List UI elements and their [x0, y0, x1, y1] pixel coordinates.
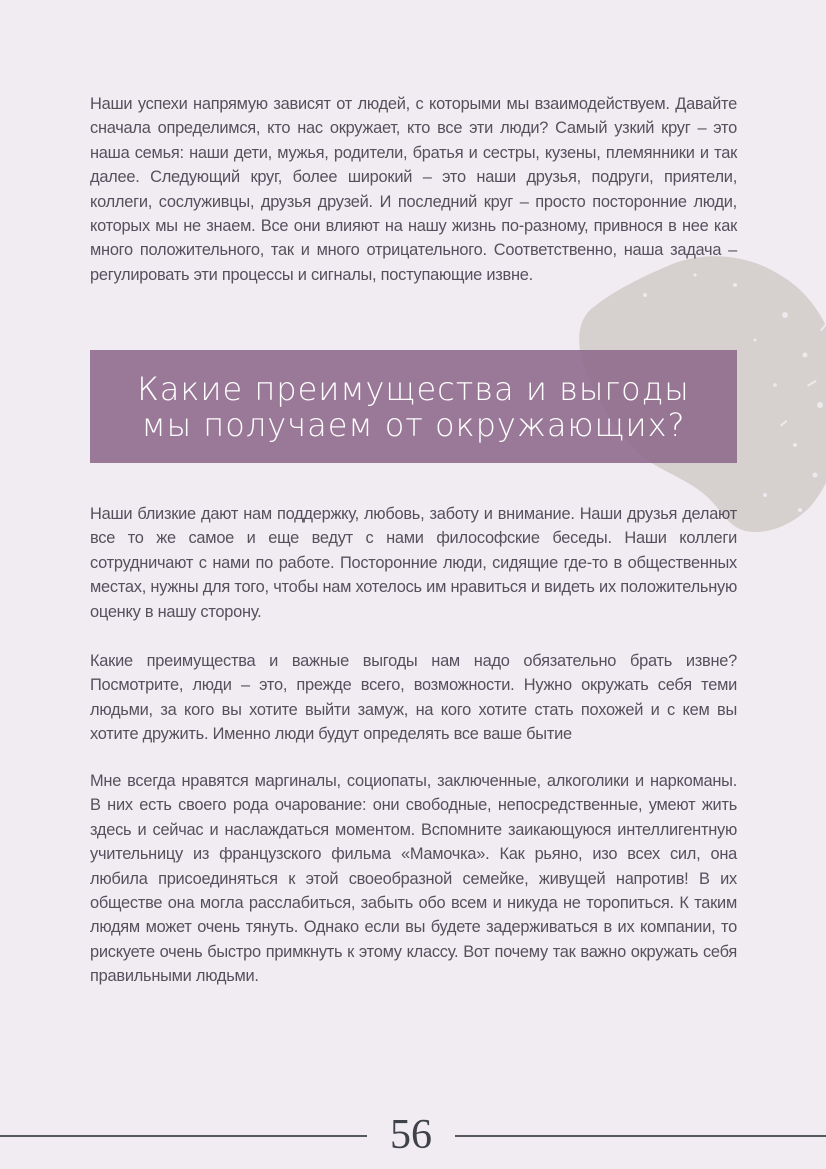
marginals-paragraph: Мне всегда нравятся маргиналы, социопаты, заключенные, алкоголики и наркоманы. В них есть своего рода очарование: они свободные, непосредственные, умеют жить здесь и сейчас и наслаждаться моментом. Вспомните заикающуюся интеллигентную учительницу из французского фильма «Мамочка». Как рьяно, изо всех сил, она любила присоединяться к этой своеобразной семейке, живущей напротив! В их обществе она могла расслабиться, забыть обо всем и никуда не торопиться. К таким людям может очень тянуть. Однако если вы будете задерживаться в их компании, то рискуете очень быстро примкнуть к этому классу. Вот почему так важно окружать себя правильными людьми.: [90, 772, 737, 986]
section-heading-line-2: мы получаем от окружающих?: [141, 405, 686, 444]
section-heading-line-1: Какие преимущества и выгоды: [137, 369, 690, 408]
footer-rule-left: [0, 1135, 367, 1137]
benefits-paragraph: Наши близкие дают нам поддержку, любовь, заботу и внимание. Наши друзья делают все то же самое и еще ведут с нами философские беседы. Наши коллеги сотрудничают с нами по работе. Посторонние люди, сидящие где-то в общественных местах, нужны для того, чтобы нам хотелось им нравиться и видеть их положительную оценку в нашу сторону.: [90, 505, 737, 621]
section-heading-banner: [90, 350, 737, 463]
footer-rule-right: [455, 1135, 826, 1137]
page-footer: [0, 1110, 826, 1160]
page-number: 56: [390, 1112, 432, 1158]
intro-paragraph: Наши успехи напрямую зависят от людей, с которыми мы взаимодействуем. Давайте сначала определимся, кто нас окружает, кто все эти люди? Самый узкий круг – это наша семья: наши дети, мужья, родители, братья и сестры, кузены, племянники и так далее. Следующий круг, более широкий – это наши друзья, подруги, приятели, коллеги, сослуживцы, друзья друзей. И последний круг – просто посторонние люди, которых мы не знаем. Все они влияют на нашу жизнь по-разному, привнося в нее как много положительного, так и много отрицательного. Соответственно, наша задача – регулировать эти процессы и сигналы, поступающие извне.: [90, 95, 737, 284]
opportunities-paragraph: Какие преимущества и важные выгоды нам надо обязательно брать извне? Посмотрите, люди – это, прежде всего, возможности. Нужно окружать себя теми людьми, за кого вы хотите выйти замуж, на кого хотите стать похожей и с кем вы хотите дружить. Именно люди будут определять все ваше бытие: [90, 652, 737, 744]
